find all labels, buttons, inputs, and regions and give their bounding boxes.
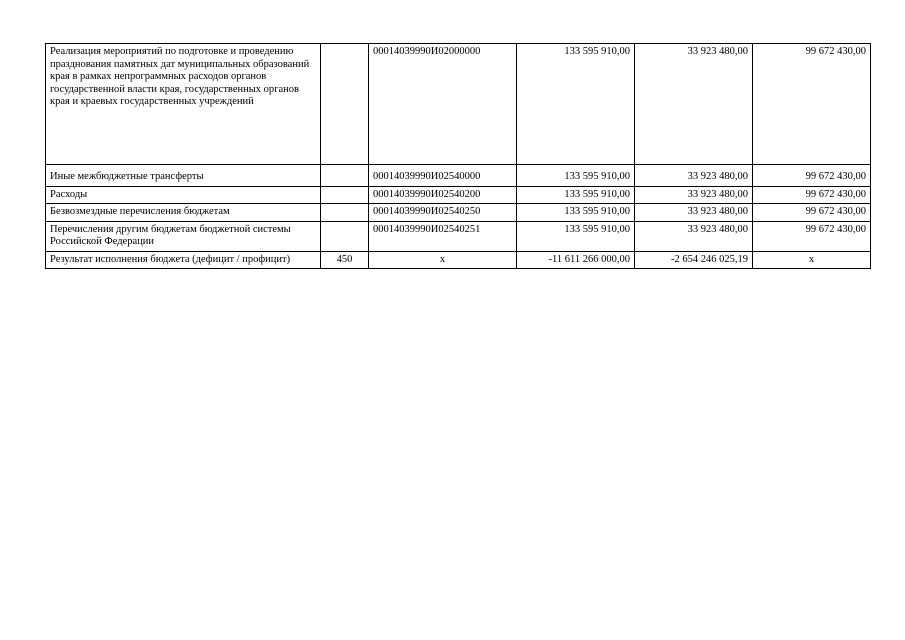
unexecuted-amount-cell: 99 672 430,00 [753,186,871,204]
executed-amount-cell: 33 923 480,00 [635,44,753,165]
unexecuted-amount-cell: 99 672 430,00 [753,44,871,165]
budget-code-cell: 00014039990И02540200 [369,186,517,204]
table-row [46,221,871,251]
executed-amount-cell: 33 923 480,00 [635,204,753,222]
approved-amount-cell: 133 595 910,00 [517,186,635,204]
row-name-cell: Результат исполнения бюджета (дефицит / профицит) [46,251,321,269]
table-row-budget-result [46,251,871,269]
approved-amount-cell: 133 595 910,00 [517,204,635,222]
budget-code-cell: x [369,251,517,269]
executed-amount-cell: 33 923 480,00 [635,221,753,251]
document-page [45,43,871,269]
table-row [46,44,871,165]
approved-amount-cell: 133 595 910,00 [517,165,635,187]
budget-code-cell: 00014039990И02540250 [369,204,517,222]
budget-execution-table [45,43,871,269]
approved-amount-cell: -11 611 266 000,00 [517,251,635,269]
row-name-cell: Перечисления другим бюджетам бюджетной системы Российской Федерации [46,221,321,251]
unexecuted-amount-cell: x [753,251,871,269]
executed-amount-cell: -2 654 246 025,19 [635,251,753,269]
row-name-cell: Реализация мероприятий по подготовке и проведению празднования памятных дат муниципальных образований края в рамках непрограммных расходов органов государственной власти края, государственных органов края и краевых государственных учреждений [46,44,321,165]
budget-code-cell: 00014039990И02000000 [369,44,517,165]
unexecuted-amount-cell: 99 672 430,00 [753,165,871,187]
approved-amount-cell: 133 595 910,00 [517,44,635,165]
executed-amount-cell: 33 923 480,00 [635,165,753,187]
unexecuted-amount-cell: 99 672 430,00 [753,221,871,251]
table-row [46,165,871,187]
row-name-cell: Иные межбюджетные трансферты [46,165,321,187]
executed-amount-cell: 33 923 480,00 [635,186,753,204]
line-code-cell [321,44,369,165]
budget-code-cell: 00014039990И02540251 [369,221,517,251]
unexecuted-amount-cell: 99 672 430,00 [753,204,871,222]
table-row [46,204,871,222]
line-code-cell [321,165,369,187]
budget-code-cell: 00014039990И02540000 [369,165,517,187]
approved-amount-cell: 133 595 910,00 [517,221,635,251]
row-name-cell: Расходы [46,186,321,204]
table-row [46,186,871,204]
line-code-cell [321,221,369,251]
line-code-cell: 450 [321,251,369,269]
line-code-cell [321,186,369,204]
line-code-cell [321,204,369,222]
row-name-cell: Безвозмездные перечисления бюджетам [46,204,321,222]
